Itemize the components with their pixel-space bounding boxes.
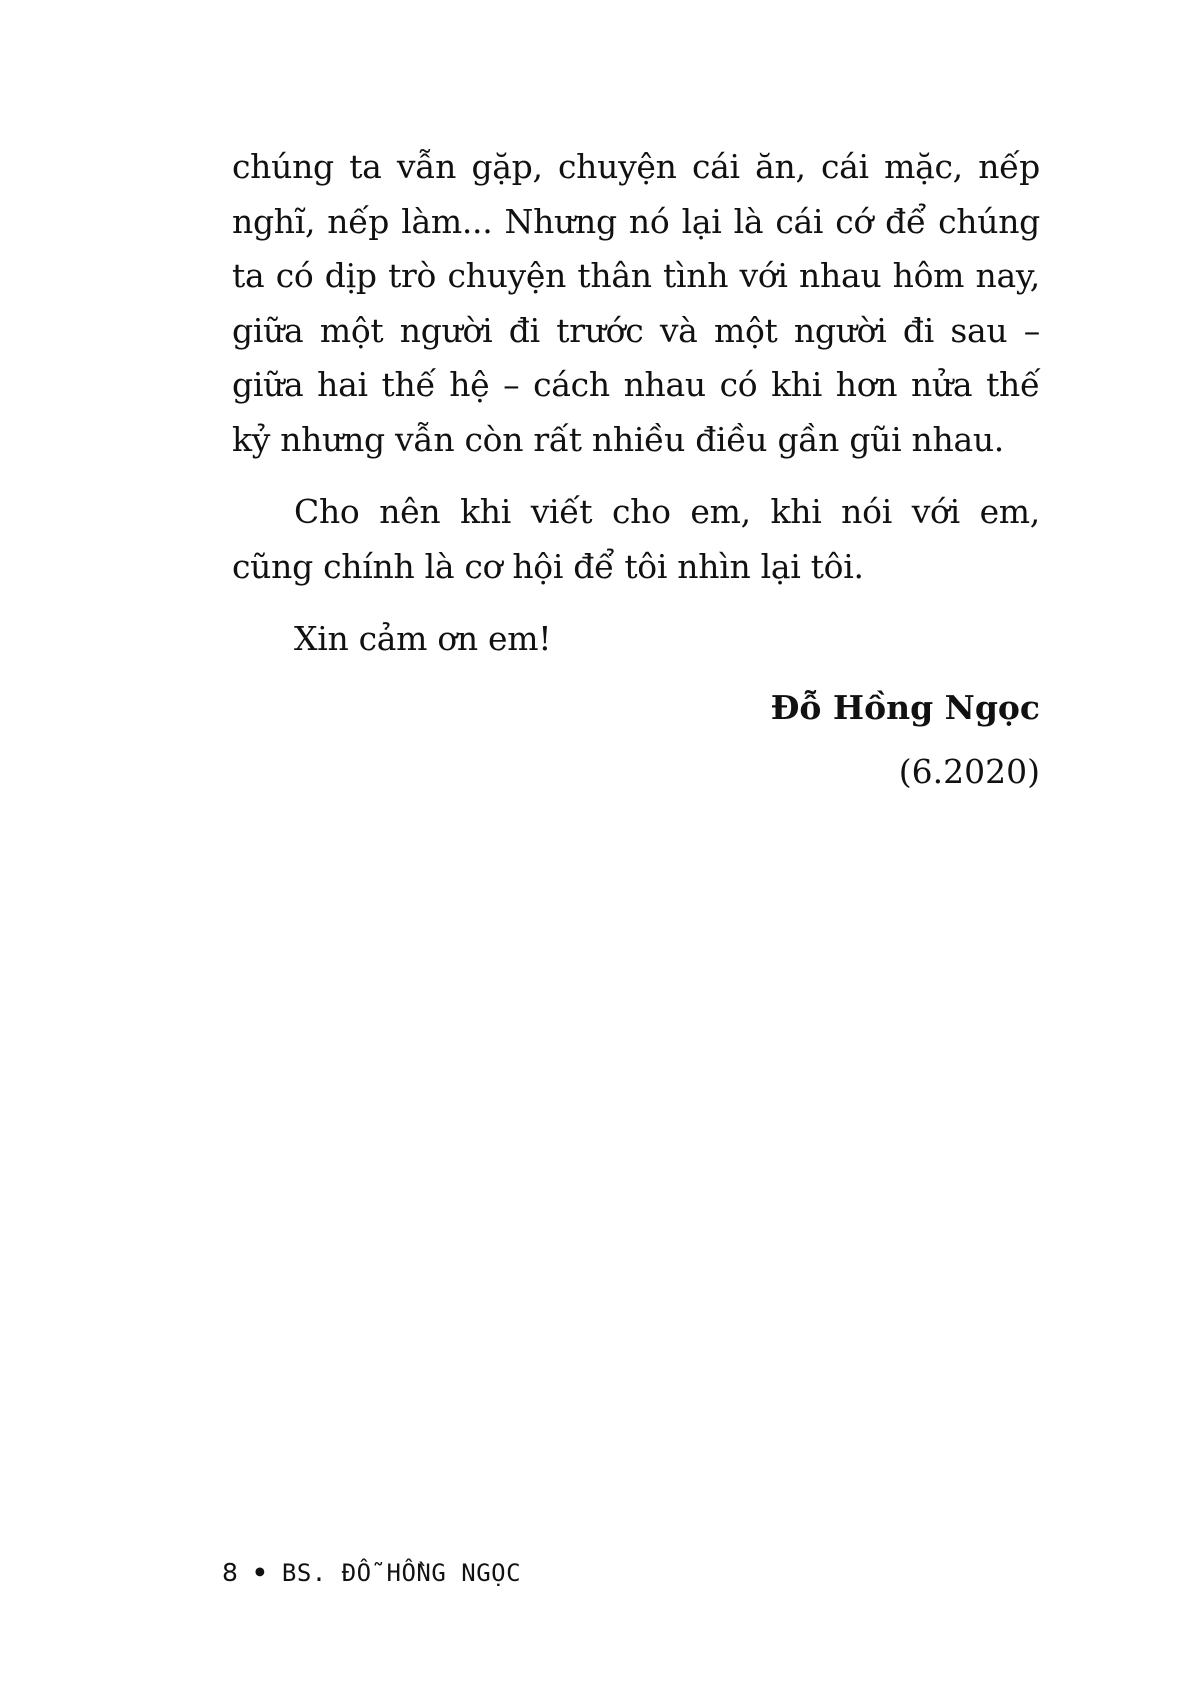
- paragraph-continued: chúng ta vẫn gặp, chuyện cái ăn, cái mặc, nếp nghĩ, nếp làm... Nhưng nó lại là cái cớ để chúng ta có dịp trò chuyện thân tình với nhau hôm nay, giữa một người đi trước và một người đi sau – giữa hai thế hệ – cách nhau có khi hơn nửa thế kỷ nhưng vẫn còn rất nhiều điều gần gũi nhau.: [232, 147, 1040, 459]
- page-number: 8: [222, 1558, 238, 1587]
- footer-separator: •: [251, 1558, 268, 1587]
- date-line: (6.2020): [898, 752, 1040, 791]
- paragraph: Cho nên khi viết cho em, khi nói với em, cũng chính là cơ hội để tôi nhìn lại tôi.: [232, 492, 1040, 586]
- closing-thanks: Xin cảm ơn em!: [294, 619, 552, 658]
- body-text: [232, 140, 1040, 800]
- running-head: BS. ĐỖ HỒNG NGỌC: [281, 1559, 522, 1587]
- author-signature: Đỗ Hồng Ngọc: [770, 687, 1040, 727]
- page-footer: [222, 1556, 521, 1590]
